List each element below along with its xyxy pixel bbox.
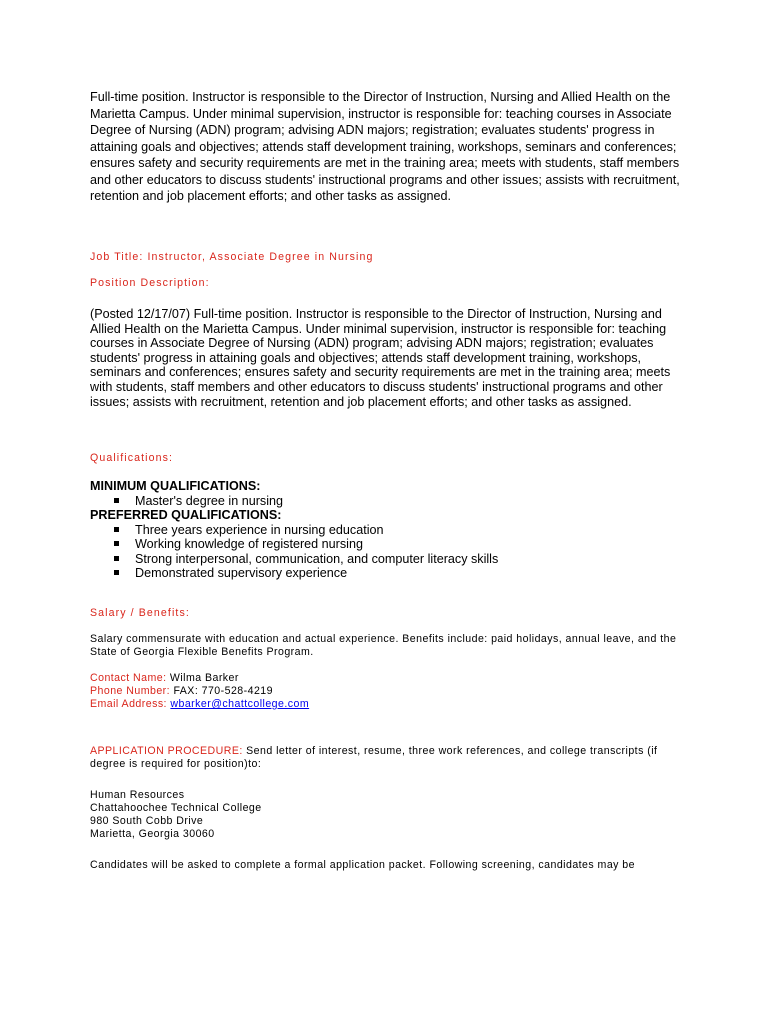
salary-benefits-text: Salary commensurate with education and actual experience. Benefits include: paid holidays, annual leave, and the State of Georgia Flexible Benefits Program. bbox=[90, 633, 677, 658]
phone-number-label: Phone Number: bbox=[90, 685, 171, 697]
contact-name-label: Contact Name: bbox=[90, 672, 167, 684]
email-address-label: Email Address: bbox=[90, 698, 167, 710]
phone-number-value: FAX: 770-528-4219 bbox=[170, 685, 273, 697]
list-item bbox=[90, 552, 690, 567]
minimum-qualifications-list bbox=[90, 494, 690, 509]
closing-text: Candidates will be asked to complete a formal application packet. Following screening, candidates may be bbox=[90, 859, 635, 871]
preferred-qualifications-list bbox=[90, 523, 690, 581]
square-bullet-icon bbox=[114, 527, 119, 532]
phone-number-row bbox=[90, 685, 680, 698]
address-line: Human Resources bbox=[90, 789, 185, 801]
application-procedure-label: APPLICATION PROCEDURE: bbox=[90, 745, 243, 757]
list-item-text: Strong interpersonal, communication, and computer literacy skills bbox=[135, 551, 499, 566]
square-bullet-icon bbox=[114, 498, 119, 503]
application-procedure-text: Send letter of interest, resume, three work references, and college transcripts (if degree is required for position)to: bbox=[90, 745, 658, 770]
email-link[interactable]: wbarker@chattcollege.com bbox=[170, 698, 310, 710]
square-bullet-icon bbox=[114, 570, 119, 575]
contact-name-value: Wilma Barker bbox=[166, 672, 239, 684]
list-item-text: Master's degree in nursing bbox=[135, 493, 284, 508]
preferred-qualifications-heading: PREFERRED QUALIFICATIONS: bbox=[90, 508, 282, 522]
contact-info bbox=[90, 672, 680, 711]
mailing-address bbox=[90, 789, 680, 841]
position-description-label: Position Description: bbox=[90, 277, 210, 289]
list-item-text: Working knowledge of registered nursing bbox=[135, 537, 363, 551]
list-item bbox=[90, 523, 690, 538]
application-procedure bbox=[90, 745, 680, 771]
list-item bbox=[90, 494, 690, 509]
salary-benefits-label: Salary / Benefits: bbox=[90, 607, 190, 619]
intro-paragraph: Full-time position. Instructor is responsible to the Director of Instruction, Nursing and Allied Health on the Marietta Campus. Under minimal supervision, instructor is responsible for: teaching courses in Associate Degree of Nursing (ADN) program; advising ADN majors; registration; evaluates students' progress in attaining goals and objectives; attends staff development training, workshops, seminars and conferences; ensures safety and security requirements are met in the training area; meets with students, staff members and other educators to discuss students' instructional programs and other issues; assists with recruitment, retention and job placement efforts; and other tasks as assigned. bbox=[90, 90, 680, 203]
email-address-row bbox=[90, 698, 680, 711]
list-item-text: Demonstrated supervisory experience bbox=[135, 566, 348, 580]
qualifications-label: Qualifications: bbox=[90, 452, 174, 464]
position-description-paragraph: (Posted 12/17/07) Full-time position. Instructor is responsible to the Director of Instruction, Nursing and Allied Health on the Marietta Campus. Under minimal supervision, instructor is responsible for: teaching courses in Associate Degree of Nursing (ADN) program; advising ADN majors; registration; evaluates students' progress in attaining goals and objectives; attends staff development training, workshops, seminars and conferences; ensures safety and security requirements are met in the training area; meets with students, staff members and other educators to discuss students' instructional programs and other issues; assists with recruitment, retention and job placement efforts; and other tasks as assigned. bbox=[90, 307, 671, 409]
list-item-text: Three years experience in nursing education bbox=[135, 522, 384, 537]
job-title-label: Job Title: Instructor, Associate Degree in Nursing bbox=[90, 251, 374, 263]
address-line: Marietta, Georgia 30060 bbox=[90, 828, 215, 840]
list-item bbox=[90, 537, 690, 552]
contact-name-row bbox=[90, 672, 680, 685]
list-item bbox=[90, 566, 690, 581]
square-bullet-icon bbox=[114, 556, 119, 561]
minimum-qualifications-heading: MINIMUM QUALIFICATIONS: bbox=[90, 479, 261, 493]
qualifications-section bbox=[90, 479, 690, 581]
address-line: 980 South Cobb Drive bbox=[90, 815, 204, 827]
square-bullet-icon bbox=[114, 541, 119, 546]
address-line: Chattahoochee Technical College bbox=[90, 802, 262, 814]
